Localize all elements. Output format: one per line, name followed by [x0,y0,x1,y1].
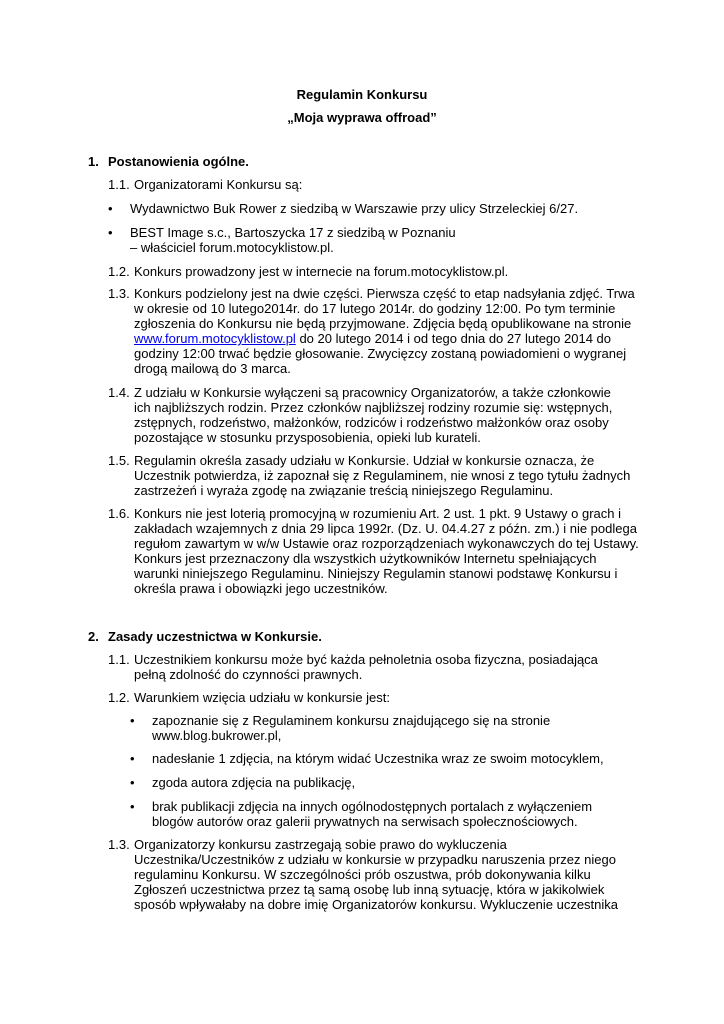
section-number: 2. [88,629,99,644]
paragraph-1-3 [108,286,638,376]
paragraph-number: 1.3. [108,837,130,852]
bullet-icon: • [108,225,113,240]
section-title: Zasady uczestnictwa w Konkursie. [108,629,322,644]
paragraph-text [108,286,638,376]
forum-link[interactable]: www.forum.motocyklistow.pl [134,331,296,346]
paragraph-2-1 [108,652,628,682]
paragraph-text: Z udziału w Konkursie wyłączeni są pracownicy Organizatorów, a także członkowie ich najbliższych rodzin. Przez członków najbliższej rodziny rozumie się: wstępnych, zstępnych, rodzeństwo, małżonków, rodziców i rodzeństwo małżonków oraz osoby pozostające w stosunku przysposobienia, opieki lub kurateli. [134,385,613,445]
paragraph-text: Warunkiem wzięcia udziału w konkursie jest: [134,690,391,705]
paragraph-1-6 [108,506,640,596]
section-1-heading [88,154,249,169]
list-item-text: Wydawnictwo Buk Rower z siedzibą w Warszawie przy ulicy Strzeleckiej 6/27. [130,201,579,216]
bullet-icon: • [130,799,135,814]
section-2-heading [88,629,322,644]
document-title: Regulamin Konkursu [296,87,428,102]
paragraph-number: 1.1. [108,177,130,192]
paragraph-number: 1.1. [108,652,130,667]
paragraph-text: Konkurs nie jest loterią promocyjną w rozumieniu Art. 2 ust. 1 pkt. 9 Ustawy o grach i zakładach wzajemnych z dnia 29 lipca 1992r. (Dz. U. 04.4.27 z późn. zm.) i nie podlega regułom zawartym w w/w Ustawie oraz rozporządzeniach wykonawczych do tej Ustawy. Konkurs jest przeznaczony dla wszystkich użytkowników Internetu spełniających warunki niniejszego Regulaminu. Niniejszy Regulamin stanowi podstawę Konkursu i określa prawa i obowiązki jego uczestników. [134,506,639,596]
list-item-text: nadesłanie 1 zdjęcia, na którym widać Uczestnika wraz ze swoim motocyklem, [152,751,604,766]
list-item-text: BEST Image s.c., Bartoszycka 17 z siedzibą w Poznaniu – właściciel forum.motocyklistow.pl. [130,225,456,255]
list-item [130,751,630,766]
paragraph-text: Uczestnikiem konkursu może być każda pełnoletnia osoba fizyczna, posiadająca pełną zdolność do czynności prawnych. [134,652,598,682]
paragraph-number: 1.2. [108,264,130,279]
paragraph-number: 1.5. [108,453,130,468]
paragraph-text: Regulamin określa zasady udziału w Konkursie. Udział w konkursie oznacza, że Uczestnik potwierdza, iż zapoznał się z Regulaminem, nie wnosi z tego tytułu żadnych zastrzeżeń i wyraża zgodę na związanie treścią niniejszego Regulaminu. [134,453,631,498]
bullet-icon: • [130,751,135,766]
list-item [130,713,580,743]
list-item [130,775,630,790]
paragraph-number: 1.3. [108,286,130,301]
list-item-text: brak publikacji zdjęcia na innych ogólnodostępnych portalach z wyłączeniem blogów autorów oraz galerii prywatnych na serwisach społecznościowych. [152,799,593,829]
list-item-text: zapoznanie się z Regulaminem konkursu znajdującego się na stronie www.blog.bukrower.pl, [152,713,551,743]
paragraph-text: Organizatorzy konkursu zastrzegają sobie prawo do wykluczenia Uczestnika/Uczestników z udziału w konkursie w przypadku naruszenia przez niego regulaminu Konkursu. W szczególności prób oszustwa, prób dokonywania kilku Zgłoszeń uczestnictwa przez tą samą osobę lub inną sytuację, która w jakikolwiek sposób wpływałaby na dobre imię Organizatorów konkursu. Wykluczenie uczestnika [134,837,619,912]
paragraph-number: 1.4. [108,385,130,400]
bullet-icon: • [130,775,135,790]
list-item [130,799,630,829]
section-title: Postanowienia ogólne. [108,154,249,169]
paragraph-number: 1.2. [108,690,130,705]
bullet-icon: • [130,713,135,728]
paragraph-1-2 [108,264,648,279]
paragraph-1-5 [108,453,638,498]
list-item-text: zgoda autora zdjęcia na publikację, [152,775,356,790]
paragraph-2-3 [108,837,638,912]
paragraph-text: Konkurs prowadzony jest w internecie na forum.motocyklistow.pl. [134,264,509,279]
paragraph-1-1 [108,177,648,192]
section-number: 1. [88,154,99,169]
paragraph-text-part: do 20 lutego 2014 i od tego dnia do 27 lutego 2014 do godziny 12:00 trwać będzie głosowanie. Zwycięzcy zostaną powiadomieni o wygranej drogą mailową do 3 marca. [134,331,627,376]
paragraph-text: Organizatorami Konkursu są: [134,177,303,192]
list-item [108,225,458,255]
document-subtitle: „Moja wyprawa offroad” [287,110,437,125]
paragraph-1-4 [108,385,628,445]
paragraph-2-2 [108,690,648,705]
list-item [108,201,648,216]
paragraph-number: 1.6. [108,506,130,521]
bullet-icon: • [108,201,113,216]
paragraph-text-part: Konkurs podzielony jest na dwie części. Pierwsza część to etap nadsyłania zdjęć. Trwa w okresie od 10 lutego2014r. do 17 lutego 2014r. do godziny 12:00. Po tym terminie zgłoszenia do Konkursu nie będą przyjmowane. Zdjęcia będą opublikowane na stronie [134,286,635,331]
